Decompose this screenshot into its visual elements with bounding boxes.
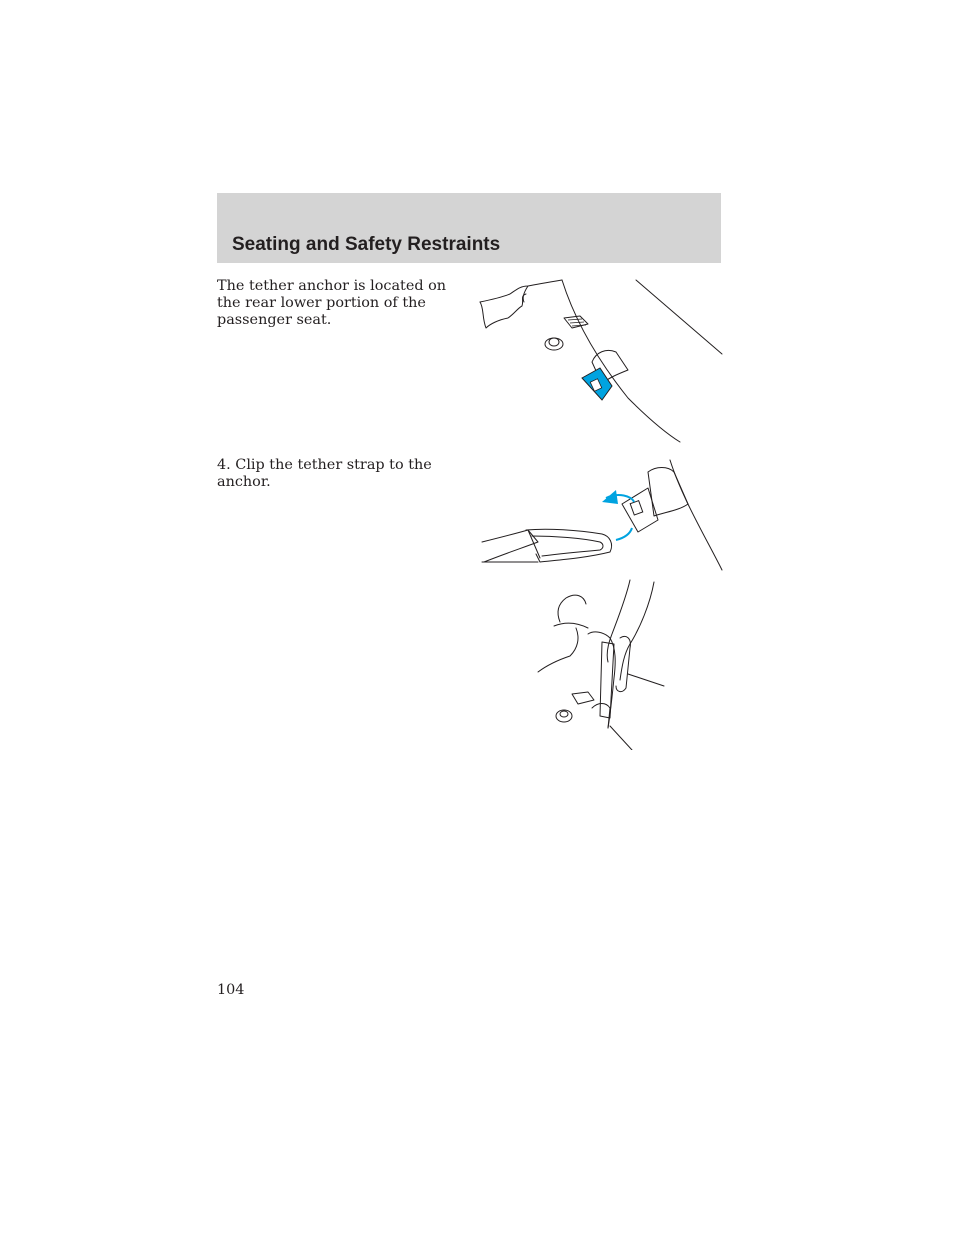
tether-anchor-illustration: [478, 278, 724, 444]
attach-strap-hand-illustration: [536, 578, 668, 750]
clip-strap-illustration: [478, 458, 724, 573]
page-number: 104: [217, 982, 245, 998]
section-title: Seating and Safety Restraints: [232, 234, 501, 255]
tether-anchor-location-text: The tether anchor is located on the rear lower portion of the passenger seat.: [217, 278, 447, 328]
section-header-band: [217, 193, 721, 263]
clip-tether-step-text: 4. Clip the tether strap to the anchor.: [217, 457, 432, 490]
